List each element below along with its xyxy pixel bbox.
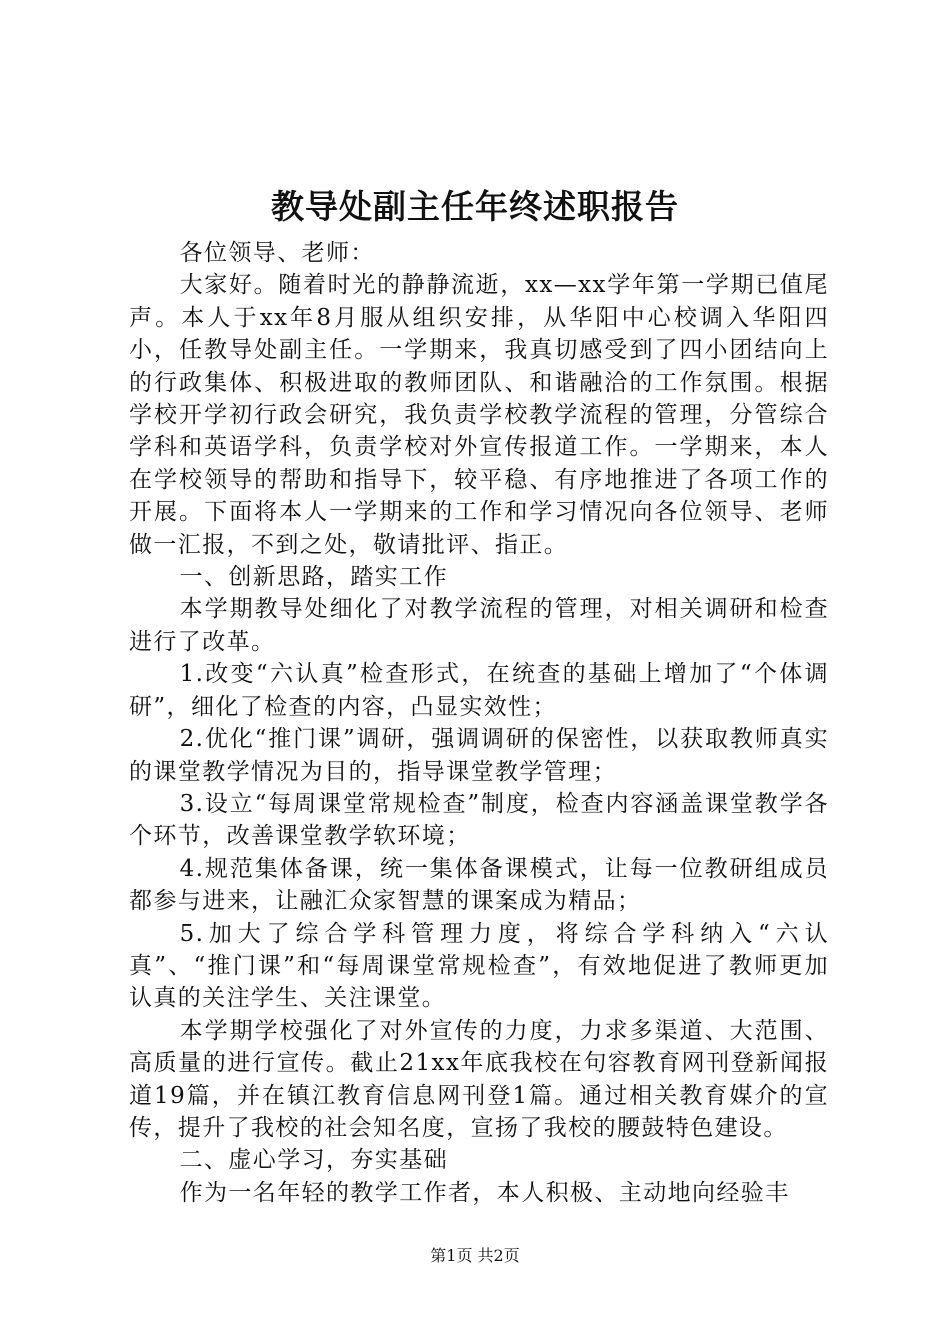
list-item-1: 1.改变“六认真”检查形式，在统查的基础上增加了“个体调研”，细化了检查的内容，凸显实效性； <box>129 661 829 720</box>
list-item-5: 5.加大了综合学科管理力度，将综合学科纳入“六认真”、“推门课”和“每周课堂常规检查”，有效地促进了教师更加认真的关注学生、关注课堂。 <box>129 920 829 1012</box>
body-paragraph: 本学期教导处细化了对教学流程的管理，对相关调研和检查进行了改革。 <box>129 596 829 655</box>
document-title: 教导处副主任年终述职报告 <box>271 187 679 226</box>
list-item-2: 2.优化“推门课”调研，强调调研的保密性，以获取教师真实的课堂教学情况为目的，指导课堂教学管理； <box>129 726 829 785</box>
publicity-paragraph: 本学期学校强化了对外宣传的力度，力求多渠道、大范围、高质量的进行宣传。截止21xx年底我校在句容教育网刊登新闻报道19篇，并在镇江教育信息网刊登1篇。通过相关教育媒介的宣传，提升了我校的社会知名度，宣扬了我校的腰鼓特色建设。 <box>129 1017 829 1141</box>
document-body <box>129 237 829 1209</box>
section-heading-1: 一、创新思路，踏实工作 <box>179 564 448 591</box>
intro-paragraph: 大家好。随着时光的静静流逝，xx—xx学年第一学期已值尾声。本人于xx年8月服从组织安排，从华阳中心校调入华阳四小，任教导处副主任。一学期来，我真切感受到了四小团结向上的行政集体、积极进取的教师团队、和谐融洽的工作氛围。根据学校开学初行政会研究，我负责学校教学流程的管理，分管综合学科和英语学科，负责学校对外宣传报道工作。一学期来，本人在学校领导的帮助和指导下，较平稳、有序地推进了各项工作的开展。下面将本人一学期来的工作和学习情况向各位领导、老师做一汇报，不到之处，敬请批评、指正。 <box>129 272 829 558</box>
salutation-paragraph: 各位领导、老师： <box>179 240 375 266</box>
list-item-4: 4.规范集体备课，统一集体备课模式，让每一位教研组成员都参与进来，让融汇众家智慧的课案成为精品； <box>129 855 829 915</box>
list-item-3: 3.设立“每周课堂常规检查”制度，检查内容涵盖课堂教学各个环节，改善课堂教学软环境； <box>129 790 829 850</box>
body-paragraph-continued: 作为一名年轻的教学工作者，本人积极、主动地向经验丰 <box>179 1179 790 1206</box>
page-number-footer: 第1页 共2页 <box>430 1246 520 1265</box>
section-heading-2: 二、虚心学习，夯实基础 <box>179 1147 448 1174</box>
